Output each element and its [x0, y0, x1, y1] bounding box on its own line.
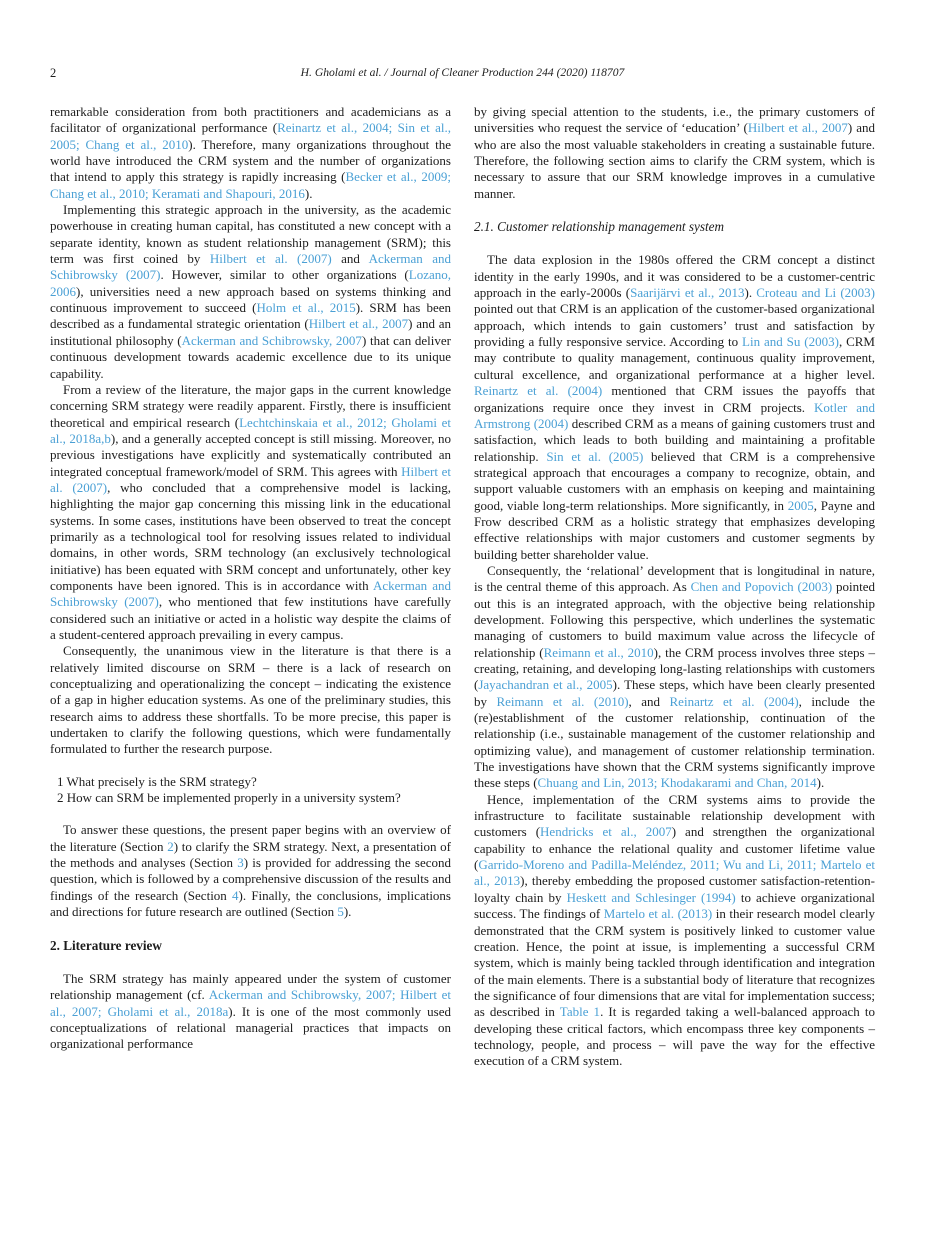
citation-link[interactable]: Reinartz et al. (2004)	[474, 383, 603, 399]
text-run: remarkable consideration from both practitioners and academicians as a facilitator of organizational performance (	[50, 104, 451, 136]
subsection-heading	[474, 219, 875, 235]
citation-link[interactable]: Ackerman and Schibrowsky (2007)	[50, 577, 451, 610]
citation-link[interactable]: Croteau and Li (2003)	[756, 285, 875, 301]
text-run: Hence, implementation of the CRM systems aims to provide the infrastructure to facilitate sustainable relationship development with customers (	[474, 791, 875, 840]
citation-link[interactable]: Ackerman and Schibrowsky, 2007	[181, 332, 362, 348]
citation-link[interactable]: Reimann et al. (2010)	[496, 693, 629, 709]
paragraph	[50, 202, 451, 382]
text-run: Consequently, the ‘relational’ development that is longitudinal in nature, is the central theme of this approach. As	[474, 562, 875, 595]
text-run: From a review of the literature, the major gaps in the current knowledge concerning SRM strategy were readily apparent. Firstly, there is insufficient theoretical and empirical research (	[50, 381, 451, 430]
text-run: ) and an institutional philosophy (	[50, 316, 451, 348]
citation-link[interactable]: Hilbert et al., 2007	[308, 316, 409, 332]
citation-link[interactable]: Hilbert et al. (2007)	[50, 463, 451, 495]
text-run: ).	[744, 285, 757, 301]
paragraph	[474, 104, 875, 202]
text-run: 1 What precisely is the SRM strategy?	[57, 773, 257, 789]
text-run: pointed out that CRM is an application of the customer-based organizational approach, which intends to gain customers’ trust and satisfaction by providing a fully responsive service. According to	[474, 301, 875, 350]
text-run: , include the (re)establishment of the customer relationship, continuation of the relationship (i.e., sustainable management of the customer relationship and optimizing value), and management of customer relationship termination. The investigations have shown that the CRM systems significantly improve these steps (	[474, 693, 876, 791]
text-run: ).	[343, 904, 352, 920]
text-run: , CRM may contribute to quality management, continuous quality improvement, cultural excellence, and organizational performance at a higher level.	[474, 334, 875, 382]
text-run: to achieve organizational success. The findings of	[474, 889, 875, 922]
page-number: 2	[50, 66, 57, 80]
citation-link[interactable]: 5	[337, 904, 344, 920]
text-run: ).	[816, 775, 825, 791]
text-run: in their research model clearly demonstrated that the CRM system is positively linked to customer value creation. Hence, the point at issue, is implementing a successful CRM system, which is mainly being tackled through identification and integration of the main elements. There is a substantial body of literature that recognizes the significance of four dimensions that are vital for implementation success; as described in	[474, 906, 875, 1020]
text-run: pointed out this is an integrated approach, with the objective being relationship development. Following this perspective, which underlines the systematic managing of customers to build maximum value across the lifecycle of relationship (	[474, 579, 875, 660]
paragraph	[50, 382, 451, 644]
text-run: , and	[628, 693, 670, 709]
citation-link[interactable]: Lin and Su (2003)	[742, 334, 839, 350]
list-item	[57, 790, 451, 806]
citation-link[interactable]: Sin et al. (2005)	[546, 448, 644, 464]
text-run: , who mentioned that few institutions have carefully considered such an initiative or acted in a holistic way despite the claims of a student-centered approach prevailing in every campus.	[50, 594, 452, 642]
text-run: described CRM as a means of gaining customers trust and satisfaction, which leads to both building and maintaining a profitable relationship.	[474, 415, 875, 464]
text-run: ).	[304, 185, 313, 201]
text-run: ), thereby embedding the proposed customer satisfaction-retention-loyalty chain by	[474, 873, 875, 905]
text-run: To answer these questions, the present paper begins with an overview of the literature (Section	[50, 822, 451, 854]
paragraph	[474, 563, 875, 792]
citation-link[interactable]: 3	[237, 855, 244, 871]
citation-link[interactable]: Hilbert et al., 2007	[747, 120, 848, 136]
text-run: . It is regarded taking a well-balanced approach to developing these critical factors, which encompass three key components – technology, people, and process – will pave the way for the effective execution of a CRM system.	[474, 1004, 875, 1069]
citation-link[interactable]: Martelo et al. (2013)	[603, 906, 713, 922]
section-heading	[50, 938, 451, 954]
text-run: mentioned that CRM issues the payoffs that organizations require once they invest in CRM projects.	[474, 383, 875, 415]
paragraph	[474, 252, 875, 563]
text-run: ). Therefore, many organizations throughout the world have introduced the CRM system and the number of organizations that intend to apply this strategy is rapidly increasing (	[50, 136, 451, 185]
text-run: Implementing this strategic approach in the university, as the academic powerhouse in creating human capital, has constituted a new concept with a separate identity, known as student relationship management (SRM); this term was first coined by	[50, 202, 451, 267]
citation-link[interactable]: Hendricks et al., 2007	[540, 824, 672, 840]
citation-link[interactable]: Jayachandran et al., 2005	[478, 677, 613, 693]
list-item	[57, 774, 451, 790]
paragraph	[50, 822, 451, 920]
citation-link[interactable]: Reinartz et al. (2004)	[669, 693, 799, 709]
citation-link[interactable]: Hilbert et al. (2007)	[209, 251, 332, 267]
citation-link[interactable]: Saarijärvi et al., 2013	[630, 285, 745, 301]
text-run: ) and strengthen the organizational capability to enhance the relational quality and customer lifetime value (	[474, 824, 875, 873]
text-run: 2. Literature review	[50, 937, 162, 953]
citation-link[interactable]: Lozano, 2006	[50, 267, 451, 299]
paragraph	[50, 104, 451, 202]
paragraph	[50, 643, 451, 757]
text-run: ) is provided for addressing the second question, which is followed by a comprehensive discussion of the results and findings of the research (Section	[50, 855, 451, 903]
page-header	[50, 66, 875, 82]
text-run: . However, similar to other organizations (	[160, 267, 409, 283]
citation-link[interactable]: Garrido-Moreno and Padilla-Meléndez, 2011; Wu and Li, 2011; Martelo et al., 2013	[474, 857, 875, 889]
two-column-body	[50, 104, 875, 1070]
text-run: ), the CRM process involves three steps – creating, retaining, and developing long-lasting relationships with customers (	[474, 644, 875, 693]
text-run: ) and who are also the most valuable stakeholders in creating a sustainable future. Therefore, the following section aims to clarify the CRM system, which is necessary to assure that our SRM knowledge improves in a cumulative manner.	[474, 120, 875, 201]
citation-link[interactable]: Chen and Popovich (2003)	[690, 579, 833, 595]
text-run: ), universities need a new approach based on systems thinking and continuous improvement to succeed (	[50, 283, 451, 316]
right-column	[474, 104, 875, 1070]
citation-link[interactable]: Kotler and Armstrong (2004)	[474, 399, 875, 431]
text-run: ). SRM has been described as a fundamental strategic orientation (	[50, 300, 451, 332]
text-run: , who concluded that a comprehensive model is lacking, highlighting the major gap concerning this missing link in the educational systems. In some cases, institutions have been observed to treat the concept primarily as a technological tool for resolving issues related to individual domains, in other words, SRM technology (an exclusively technological initiative) has been equated with SRM concept and unfortunately, other key components have been ignored. This is in accordance with	[50, 479, 451, 593]
text-run: Consequently, the unanimous view in the literature is that there is a relatively limited discourse on SRM – there is a lack of research on conceptualizing and operationalizing the concept – indicating the existence of a gap in higher education systems. As one of the preliminary studies, this research aims to address these shortfalls. To be more precise, this paper is undertaken to clarify the following questions, which were fundamentally formulated to further the research purpose.	[50, 643, 451, 757]
citation-link[interactable]: Reinartz et al., 2004; Sin et al., 2005; Chang et al., 2010	[50, 120, 451, 152]
citation-link[interactable]: 2	[167, 838, 174, 854]
text-run: ) that can deliver continuous development towards academic excellence due to its unique capability.	[50, 332, 451, 381]
citation-link[interactable]: Becker et al., 2009; Chang et al., 2010; Keramati and Shapouri, 2016	[50, 169, 451, 201]
citation-link[interactable]: 4	[232, 887, 239, 903]
text-run: 2 How can SRM be implemented properly in a university system?	[57, 790, 401, 806]
text-run: believed that CRM is a comprehensive strategical approach that encourages a company to recognize, obtain, and support valuable customers with an emphasis on keeping and maintaining good, viable long-term relationships. More significantly, in	[474, 448, 876, 513]
paragraph	[50, 971, 451, 1053]
citation-link[interactable]: Ackerman and Schibrowsky, 2007; Hilbert et al., 2007; Gholami et al., 2018a	[50, 987, 451, 1019]
left-column	[50, 104, 451, 1070]
citation-link[interactable]: Ackerman and Schibrowsky (2007)	[50, 251, 451, 283]
text-run: and	[331, 251, 369, 267]
citation-link[interactable]: Heskett and Schlesinger (1994)	[566, 889, 736, 905]
text-run: , Payne and Frow described CRM as a holistic strategy that emphasizes developing effective relationships with major customers and customer segments by building better shareholder value.	[474, 497, 876, 562]
paragraph	[474, 792, 875, 1070]
text-run: 2.1. Customer relationship management system	[474, 219, 725, 235]
citation-link[interactable]: Reimann et al., 2010	[543, 644, 654, 660]
text-run: ) to clarify the SRM strategy. Next, a presentation of the methods and analyses (Section	[50, 838, 451, 871]
citation-link[interactable]: Chuang and Lin, 2013; Khodakarami and Chan, 2014	[537, 775, 817, 791]
text-run: ). It is one of the most commonly used conceptualizations of relational managerial practices that impacts on organizational performance	[50, 1003, 451, 1052]
text-run: The SRM strategy has mainly appeared under the system of customer relationship management (cf.	[50, 970, 451, 1003]
citation-link[interactable]: Lechtchinskaia et al., 2012; Gholami et al., 2018a,b	[50, 414, 452, 446]
text-run: The data explosion in the 1980s offered the CRM concept a distinct identity in the early 1990s, and it was considered to be a customer-centric approach in the early-2000s (	[474, 252, 875, 301]
running-title: H. Gholami et al. / Journal of Cleaner Production 244 (2020) 118707	[300, 66, 625, 79]
citation-link[interactable]: Holm et al., 2015	[256, 300, 356, 316]
text-run: ). Finally, the conclusions, implications and directions for future research are outlined (Section	[50, 887, 451, 920]
text-run: ). These steps, which have been clearly presented by	[474, 677, 875, 709]
text-run: ), and a generally accepted concept is still missing. Moreover, no previous investigations have explicitly and systematically contributed an integrated conceptual framework/model of SRM. This agrees with	[50, 430, 451, 479]
citation-link[interactable]: 2005	[787, 497, 814, 513]
text-run: by giving special attention to the students, i.e., the primary customers of universities who request the service of ‘education’ (	[474, 104, 875, 136]
citation-link[interactable]: Table 1	[559, 1004, 601, 1020]
